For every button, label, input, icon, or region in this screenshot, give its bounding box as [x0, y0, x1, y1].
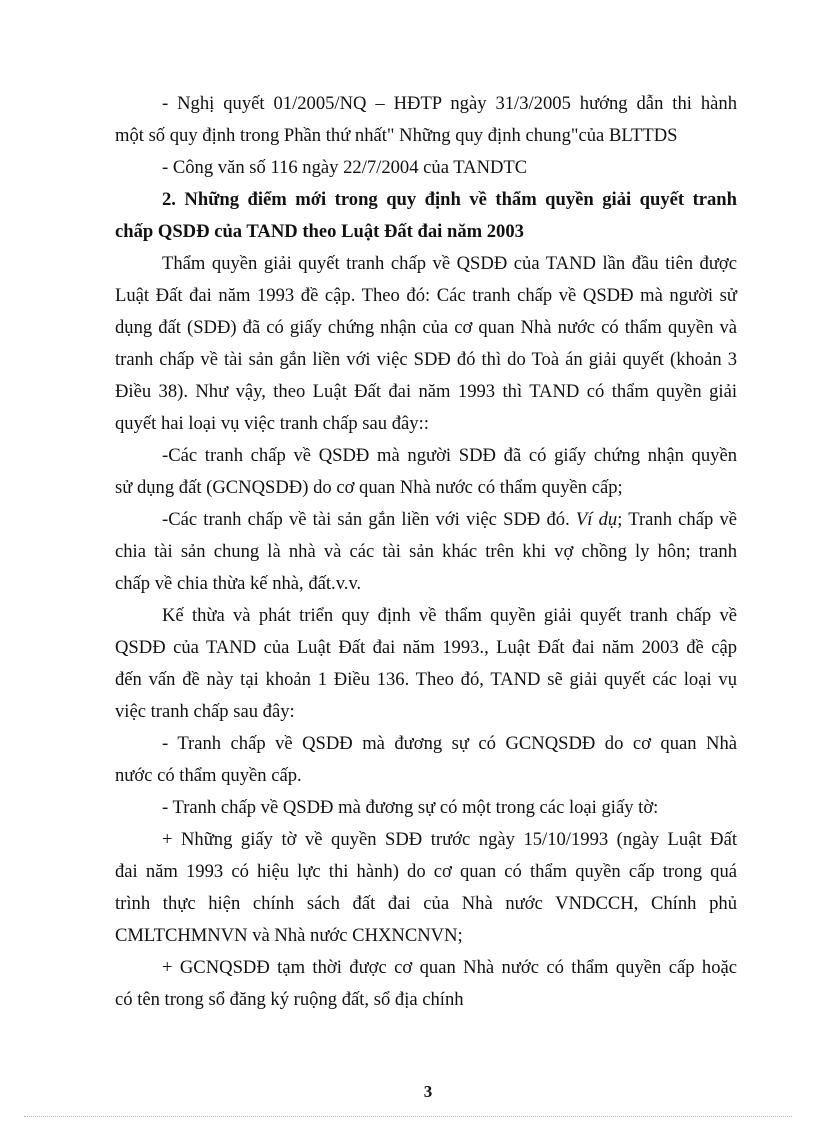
text-line: Thẩm quyền giải quyết tranh chấp về QSDĐ của TAND lần đầu tiên được — [162, 253, 737, 274]
text-line: trình thực hiện chính sách đất đai của Nhà nước VNDCCH, Chính phủ — [115, 893, 737, 914]
section-heading: 2. Những điểm mới trong quy định về thẩm quyền giải quyết tranh — [162, 189, 737, 210]
text-line: việc tranh chấp sau đây: — [115, 701, 295, 722]
text-line: một số quy định trong Phần thứ nhất" Những quy định chung"của BLTTDS — [115, 125, 678, 146]
text-line: sử dụng đất (GCNQSDĐ) do cơ quan Nhà nước có thẩm quyền cấp; — [115, 477, 623, 498]
text-line: dụng đất (SDĐ) đã có giấy chứng nhận của cơ quan Nhà nước có thẩm quyền và — [115, 317, 737, 338]
text-line: Luật Đất đai năm 1993 đề cập. Theo đó: Các tranh chấp về QSDĐ mà người sử — [115, 285, 737, 306]
text-line: quyết hai loại vụ việc tranh chấp sau đây:: — [115, 413, 429, 434]
text-line: CMLTCHMNVN và Nhà nước CHXNCNVN; — [115, 925, 463, 946]
text-line: + GCNQSDĐ tạm thời được cơ quan Nhà nước có thẩm quyền cấp hoặc — [162, 957, 737, 978]
section-heading: chấp QSDĐ của TAND theo Luật Đất đai năm 2003 — [115, 221, 524, 242]
text-line: có tên trong sổ đăng ký ruộng đất, sổ địa chính — [115, 989, 464, 1010]
text-line: - Tranh chấp về QSDĐ mà đương sự có một trong các loại giấy tờ: — [162, 797, 659, 818]
text-line — [115, 504, 737, 536]
text-line: đai năm 1993 có hiệu lực thi hành) do cơ quan có thẩm quyền cấp trong quá — [115, 861, 737, 882]
text-line: QSDĐ của TAND của Luật Đất đai năm 1993., Luật Đất đai năm 2003 đề cập — [115, 637, 737, 658]
text-line: Kế thừa và phát triển quy định về thẩm quyền giải quyết tranh chấp về — [162, 605, 737, 626]
page-number: 3 — [423, 1082, 433, 1101]
text-line: + Những giấy tờ về quyền SDĐ trước ngày 15/10/1993 (ngày Luật Đất — [162, 829, 737, 850]
text-line: chia tài sản chung là nhà và các tài sản khác trên khi vợ chồng ly hôn; tranh — [115, 541, 737, 562]
text-line: nước có thẩm quyền cấp. — [115, 765, 302, 786]
text-line: - Công văn số 116 ngày 22/7/2004 của TANDTC — [162, 157, 528, 178]
text-line: chấp về chia thừa kế nhà, đất.v.v. — [115, 573, 362, 594]
text-line: tranh chấp về tài sản gắn liền với việc SDĐ đó thì do Toà án giải quyết (khoản 3 — [115, 349, 737, 370]
text-span: -Các tranh chấp về tài sản gắn liền với việc SDĐ đó. — [162, 509, 570, 530]
text-line: Điều 38). Như vậy, theo Luật Đất đai năm 1993 thì TAND có thẩm quyền giải — [115, 381, 737, 402]
text-line: - Tranh chấp về QSDĐ mà đương sự có GCNQSDĐ do cơ quan Nhà — [162, 733, 737, 754]
document-page — [115, 88, 737, 1016]
page-bottom-divider — [24, 1116, 792, 1117]
text-span: ; Tranh chấp về — [617, 509, 737, 530]
text-line: - Nghị quyết 01/2005/NQ – HĐTP ngày 31/3/2005 hướng dẫn thi hành — [162, 93, 737, 114]
italic-example-label: Ví dụ — [575, 509, 618, 530]
text-line: -Các tranh chấp về QSDĐ mà người SDĐ đã có giấy chứng nhận quyền — [162, 445, 737, 466]
text-line: đến vấn đề này tại khoản 1 Điều 136. Theo đó, TAND sẽ giải quyết các loại vụ — [115, 669, 737, 690]
